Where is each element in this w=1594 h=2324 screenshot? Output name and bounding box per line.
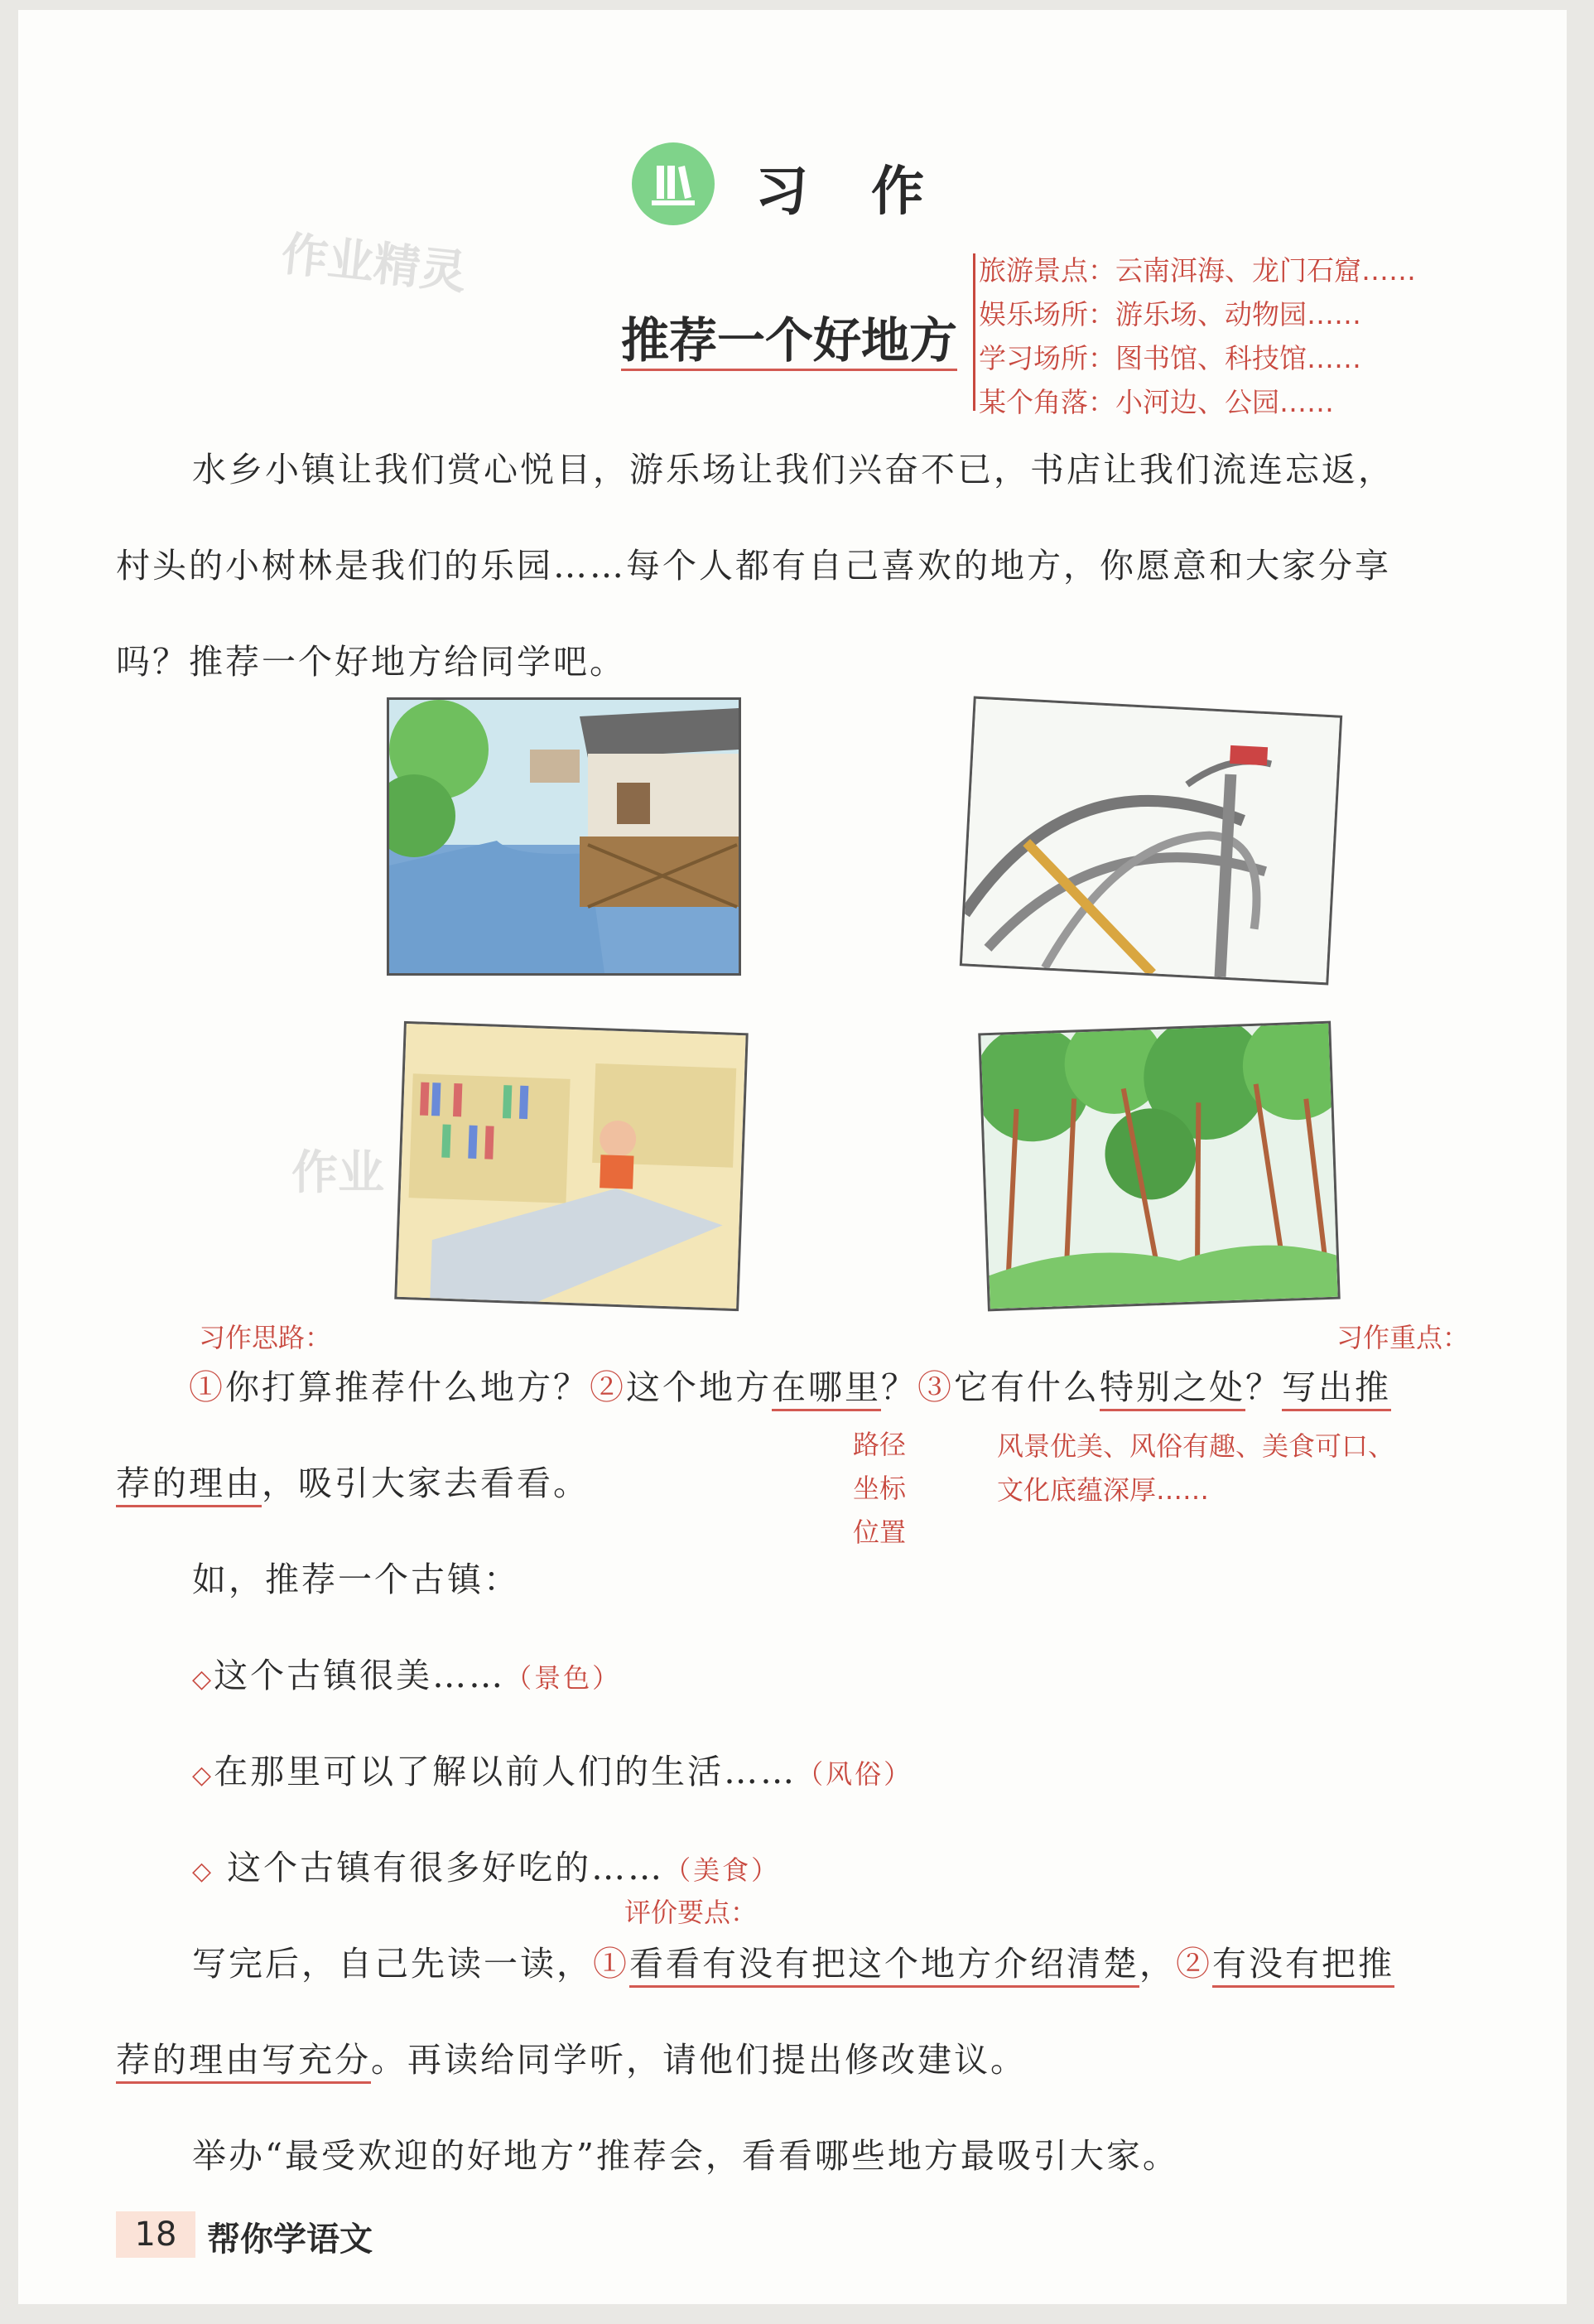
feature-note: 文化底蕴深厚…… <box>997 1474 1210 1506</box>
subtitle-text: 推荐一个好地方 <box>621 312 957 371</box>
num-1: ① <box>189 1367 225 1407</box>
location-note: 路径 <box>853 1429 907 1460</box>
feature-notes <box>997 1425 1394 1512</box>
eval-label: 评价要点： <box>624 1897 758 1928</box>
location-note: 坐标 <box>853 1473 907 1504</box>
side-note: 学习场所：图书馆、科技馆…… <box>979 342 1361 374</box>
q3-text-c: ？ <box>1245 1367 1282 1407</box>
roller-coaster-image <box>960 697 1342 986</box>
subtitle <box>621 301 957 371</box>
example-note: （美食） <box>664 1854 781 1886</box>
closing-text: 举办“最受欢迎的好地方”推荐会，看看哪些地方最吸引大家。 <box>192 2136 1179 2176</box>
q5-text: 荐的理由 <box>116 1463 262 1507</box>
review-d: 有没有把推 <box>1212 1944 1394 1988</box>
num-1: ① <box>593 1944 629 1984</box>
diamond-icon: ◇ <box>192 1761 214 1790</box>
q3-text-b: 特别之处 <box>1100 1367 1245 1411</box>
example-item <box>192 1744 913 1793</box>
q2-text-b: 在哪里 <box>772 1367 881 1411</box>
questions-line <box>189 1360 1391 1409</box>
forest-image <box>978 1021 1340 1312</box>
num-3: ③ <box>917 1367 954 1407</box>
num-2: ② <box>1176 1944 1212 1984</box>
example-note: （风俗） <box>797 1758 913 1790</box>
footer-book-title: 帮你学语文 <box>207 2220 373 2259</box>
side-note: 旅游景点：云南洱海、龙门石窟…… <box>979 254 1416 287</box>
side-note: 某个角落：小河边、公园…… <box>979 386 1334 418</box>
footer-page-number <box>116 2211 195 2258</box>
page <box>18 10 1567 2304</box>
q1-text: 你打算推荐什么地方？ <box>225 1367 590 1407</box>
header-badge <box>632 142 715 225</box>
diamond-icon: ◇ <box>192 1857 214 1886</box>
location-notes <box>853 1423 906 1555</box>
side-notes <box>979 248 1416 424</box>
review-c: ， <box>1139 1944 1176 1984</box>
bookstore-image <box>394 1021 748 1311</box>
num-2: ② <box>590 1367 626 1407</box>
page-number: 18 <box>134 2216 177 2254</box>
water-town-image <box>387 697 741 976</box>
example-item <box>192 1840 780 1889</box>
review-e: 荐的理由写充分 <box>116 2040 371 2084</box>
watermark-2: 作业 <box>291 1146 384 1200</box>
intro-line-3: 吗？推荐一个好地方给同学吧。 <box>116 642 626 682</box>
page-title: 习 作 <box>755 162 929 223</box>
example-text: 这个古镇很美…… <box>214 1656 506 1695</box>
example-item <box>192 1648 621 1697</box>
review-b: 看看有没有把这个地方介绍清楚 <box>629 1944 1139 1988</box>
review-a: 写完后，自己先读一读， <box>192 1944 593 1984</box>
location-note: 位置 <box>853 1516 907 1548</box>
feature-note: 风景优美、风俗有趣、美食可口、 <box>997 1430 1395 1462</box>
books-icon <box>632 142 715 225</box>
writing-approach-label: 习作思路： <box>199 1322 332 1353</box>
q4-text: 写出推 <box>1282 1367 1391 1411</box>
q2-text-c: ？ <box>881 1367 917 1407</box>
questions-line-2 <box>116 1456 590 1505</box>
side-note: 娱乐场所：游乐场、动物园…… <box>979 298 1361 330</box>
q2-text-a: 这个地方 <box>626 1367 772 1407</box>
example-note: （景色） <box>505 1662 622 1694</box>
watermark: 作业精灵 <box>278 227 470 301</box>
writing-focus-label: 习作重点： <box>1336 1322 1470 1353</box>
example-lead: 如，推荐一个古镇： <box>192 1560 520 1599</box>
review-f: 。再读给同学听，请他们提出修改建议。 <box>371 2040 1027 2080</box>
review-line-1 <box>192 1936 1394 1985</box>
diamond-icon: ◇ <box>192 1665 214 1694</box>
intro-line-1: 水乡小镇让我们赏心悦目，游乐场让我们兴奋不已，书店让我们流连忘返， <box>192 450 1394 489</box>
q3-text-a: 它有什么 <box>954 1367 1100 1407</box>
example-text: 在那里可以了解以前人们的生活…… <box>214 1752 797 1791</box>
review-line-2 <box>116 2032 1027 2081</box>
q6-text: ，吸引大家去看看。 <box>262 1463 590 1503</box>
example-text: 这个古镇有很多好吃的…… <box>214 1848 665 1888</box>
intro-line-2: 村头的小树林是我们的乐园……每个人都有自己喜欢的地方，你愿意和大家分享 <box>116 546 1391 586</box>
